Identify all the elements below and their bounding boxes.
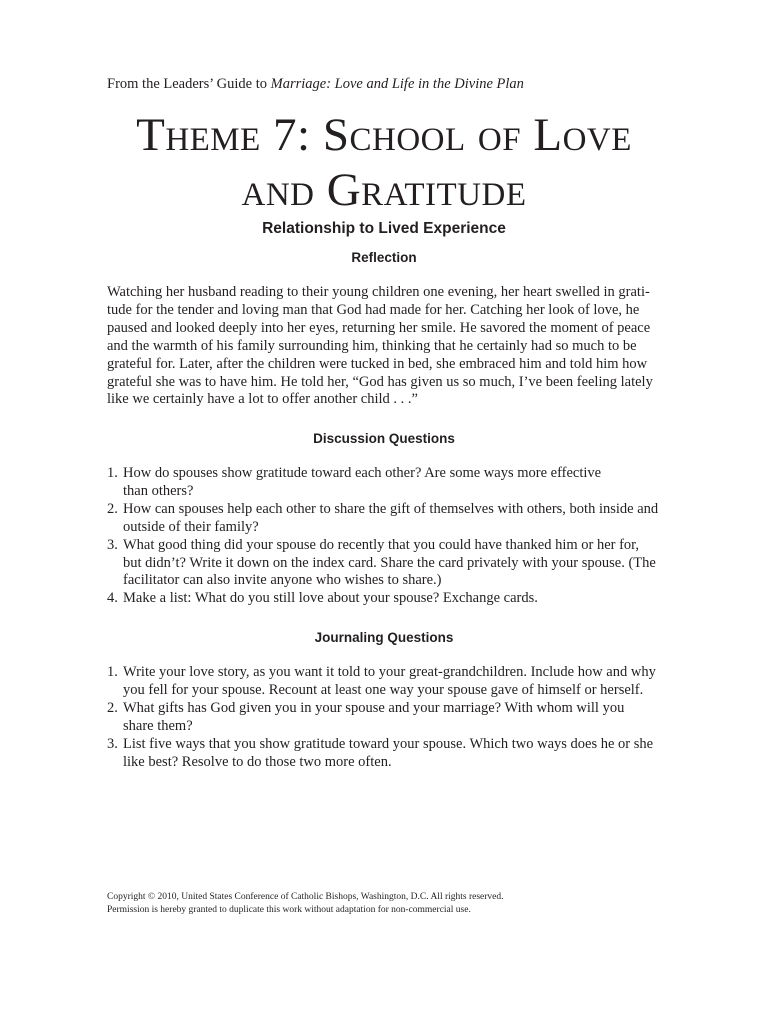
item-number: 1.	[107, 664, 118, 680]
item-line: outside of their family?	[123, 518, 259, 535]
item-number: 3.	[107, 735, 118, 752]
paragraph-line: tude for the tender and loving man that God had made for her. Catching her look of love, he	[107, 301, 640, 318]
paragraph-line: paused and looked deeply into her eyes, returning her smile. He savored the moment of peace	[107, 319, 651, 336]
reflection-heading: Reflection	[351, 250, 417, 265]
item-line: How do spouses show gratitude toward each other? Are some ways more effective	[123, 465, 602, 481]
item-number: 2.	[107, 699, 118, 716]
page-title	[0, 108, 768, 218]
list-item	[107, 465, 658, 501]
item-line: List five ways that you show gratitude toward your spouse. Which two ways does he or she	[123, 735, 654, 752]
list-item	[107, 537, 658, 591]
paragraph-line: grateful she was to have him. He told her, “God has given us so much, I’ve been feeling lately	[107, 373, 653, 390]
title-line-2: and Gratitude	[241, 164, 527, 216]
item-line: What gifts has God given you in your spouse and your marriage? With whom will you	[123, 699, 625, 716]
item-number: 3.	[107, 536, 118, 553]
item-line: facilitator can also invite anyone who wishes to share.)	[123, 572, 442, 589]
discussion-questions-list	[107, 465, 658, 608]
discussion-heading: Discussion Questions	[313, 431, 455, 446]
item-line: What good thing did your spouse do recently that you could have thanked him or her for,	[123, 536, 640, 553]
item-line: How can spouses help each other to share the gift of themselves with others, both inside and	[123, 500, 659, 517]
copyright-notice: Copyright © 2010, United States Conference of Catholic Bishops, Washington, D.C. All rights reserved.	[107, 892, 504, 902]
paragraph-line: Watching her husband reading to their young children one evening, her heart swelled in grati-	[107, 284, 650, 300]
journaling-questions-list	[107, 664, 656, 771]
paragraph-line: grateful for. Later, after the children were tucked in bed, she embraced him and told him how	[107, 355, 648, 372]
copyright-footer	[107, 891, 504, 916]
reflection-paragraph	[107, 284, 653, 409]
item-number: 4.	[107, 590, 118, 607]
paragraph-line: and the warmth of his family surrounding him, thinking that he certainly had so much to be	[107, 337, 637, 354]
item-line: than others?	[123, 482, 194, 499]
item-line: like best? Resolve to do those two more often.	[123, 753, 392, 770]
item-line: Write your love story, as you want it told to your great-grandchildren. Include how and why	[123, 664, 656, 680]
source-line	[107, 76, 524, 93]
list-item	[107, 700, 656, 736]
paragraph-line: like we certainly have a lot to offer another child . . .”	[107, 391, 418, 408]
item-number: 2.	[107, 500, 118, 517]
item-line: you fell for your spouse. Recount at least one way your spouse gave of himself or herself.	[123, 681, 644, 698]
permission-notice: Permission is hereby granted to duplicate this work without adaptation for non-commercial use.	[107, 904, 471, 915]
item-line: but didn’t? Write it down on the index card. Share the card privately with your spouse. (The	[123, 554, 656, 571]
item-line: share them?	[123, 717, 193, 734]
list-item	[107, 590, 658, 608]
list-item	[107, 736, 656, 772]
section-heading: Relationship to Lived Experience	[262, 220, 506, 237]
title-line-1: Theme 7: School of Love	[136, 109, 632, 161]
list-item	[107, 501, 658, 537]
source-prefix: From the Leaders’ Guide to	[107, 76, 271, 92]
item-number: 1.	[107, 465, 118, 481]
item-line: Make a list: What do you still love about your spouse? Exchange cards.	[123, 590, 538, 607]
list-item	[107, 664, 656, 700]
source-book-title: Marriage: Love and Life in the Divine Plan	[270, 76, 524, 92]
journaling-heading: Journaling Questions	[314, 630, 454, 645]
